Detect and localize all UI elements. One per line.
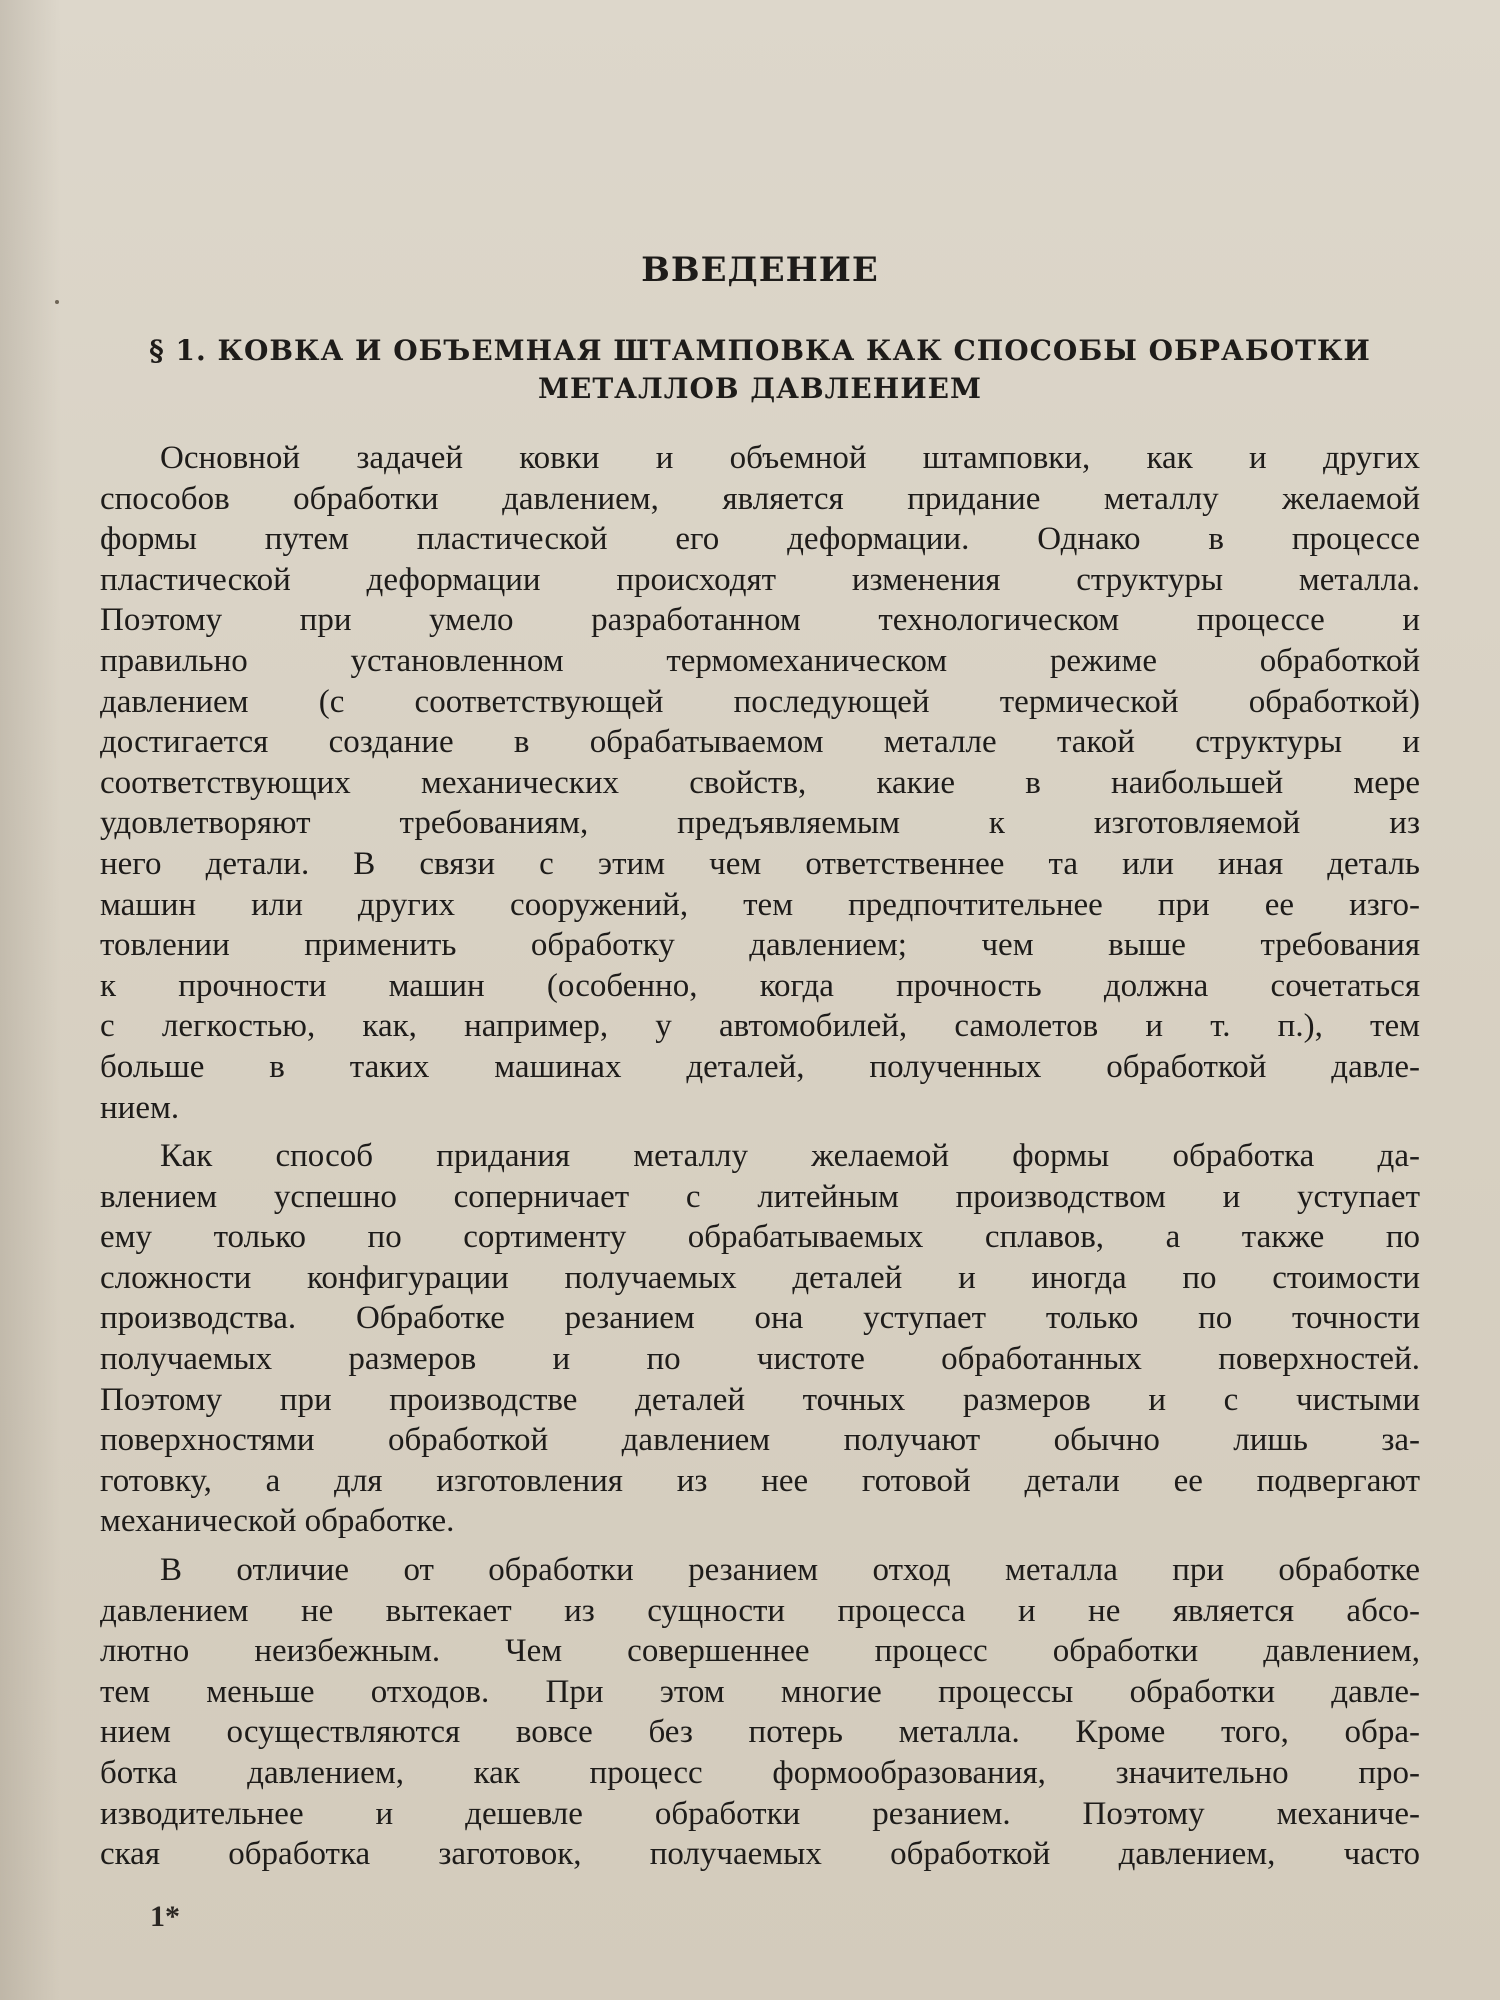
text-line: давлением (с соответствующей последующей термической обработкой) [100, 683, 1420, 720]
text-line: получаемых размеров и по чистоте обработанных поверхностей. [100, 1341, 1420, 1378]
text-line: достигается создание в обрабатываемом металле такой структуры и [100, 724, 1420, 761]
signature-mark: 1* [150, 1900, 180, 1933]
text-line: него детали. В связи с этим чем ответственнее та или иная деталь [100, 845, 1420, 882]
text-line: готовку, а для изготовления из нее готовой детали ее подвергают [100, 1462, 1420, 1499]
page-text [100, 250, 1420, 1883]
text-line: механической обработке. [100, 1503, 455, 1540]
text-line: нием. [100, 1089, 180, 1126]
chapter-title: ВВЕДЕНИЕ [641, 250, 879, 290]
text-line: больше в таких машинах деталей, полученных обработкой давле- [100, 1048, 1420, 1085]
text-line: машин или других сооружений, тем предпочтительнее при ее изго- [100, 886, 1420, 923]
text-line: Поэтому при умело разработанном технологическом процессе и [100, 602, 1420, 639]
text-line: соответствующих механических свойств, какие в наибольшей мере [100, 764, 1420, 801]
text-line: способов обработки давлением, является придание металлу желаемой [100, 480, 1420, 517]
text-line: нием осуществляются вовсе без потерь металла. Кроме того, обра- [100, 1714, 1420, 1751]
paragraph [100, 438, 1420, 1128]
text-line: Поэтому при производстве деталей точных размеров и с чистыми [100, 1381, 1420, 1418]
section-title-line-1: § 1. КОВКА И ОБЪЕМНАЯ ШТАМПОВКА КАК СПОСОБЫ ОБРАБОТКИ [149, 334, 1371, 367]
text-line: сложности конфигурации получаемых деталей и иногда по стоимости [100, 1259, 1420, 1296]
text-line: тем меньше отходов. При этом многие процессы обработки давле- [100, 1673, 1420, 1710]
text-line: товлении применить обработку давлением; чем выше требования [100, 927, 1420, 964]
text-line: формы путем пластической его деформации. Однако в процессе [100, 521, 1420, 558]
text-line: влением успешно соперничает с литейным производством и уступает [100, 1178, 1420, 1215]
paragraph [100, 1136, 1420, 1542]
text-line: пластической деформации происходят изменения структуры металла. [100, 561, 1420, 598]
text-line: ботка давлением, как процесс формообразования, значительно про- [100, 1755, 1420, 1791]
text-line: ская обработка заготовок, получаемых обработкой давлением, часто [100, 1836, 1420, 1873]
text-line: поверхностями обработкой давлением получают обычно лишь за- [100, 1422, 1420, 1459]
text-line: Основной задачей ковки и объемной штамповки, как и других [160, 440, 1420, 476]
text-line: производства. Обработке резанием она уступает только по точности [100, 1300, 1420, 1337]
text-line: удовлетворяют требованиям, предъявляемым к изготовляемой из [100, 805, 1420, 842]
section-title [100, 332, 1420, 408]
text-line: давлением не вытекает из сущности процесса и не является абсо- [100, 1592, 1420, 1629]
text-line: изводительнее и дешевле обработки резанием. Поэтому механиче- [100, 1795, 1420, 1832]
text-line: ему только по сортименту обрабатываемых сплавов, а также по [100, 1219, 1420, 1256]
paragraph [100, 1550, 1420, 1875]
page-speck [55, 300, 59, 304]
section-title-line-2: МЕТАЛЛОВ ДАВЛЕНИЕМ [537, 372, 982, 405]
text-line: к прочности машин (особенно, когда прочность должна сочетаться [100, 967, 1420, 1004]
text-line: лютно неизбежным. Чем совершеннее процесс обработки давлением, [100, 1633, 1420, 1670]
text-line: правильно установленном термомеханическом режиме обработкой [100, 642, 1420, 679]
paragraphs [100, 438, 1420, 1875]
text-line: с легкостью, как, например, у автомобилей, самолетов и т. п.), тем [100, 1008, 1420, 1045]
text-line: Как способ придания металлу желаемой формы обработка да- [160, 1138, 1420, 1175]
text-line: В отличие от обработки резанием отход металла при обработке [160, 1552, 1420, 1589]
